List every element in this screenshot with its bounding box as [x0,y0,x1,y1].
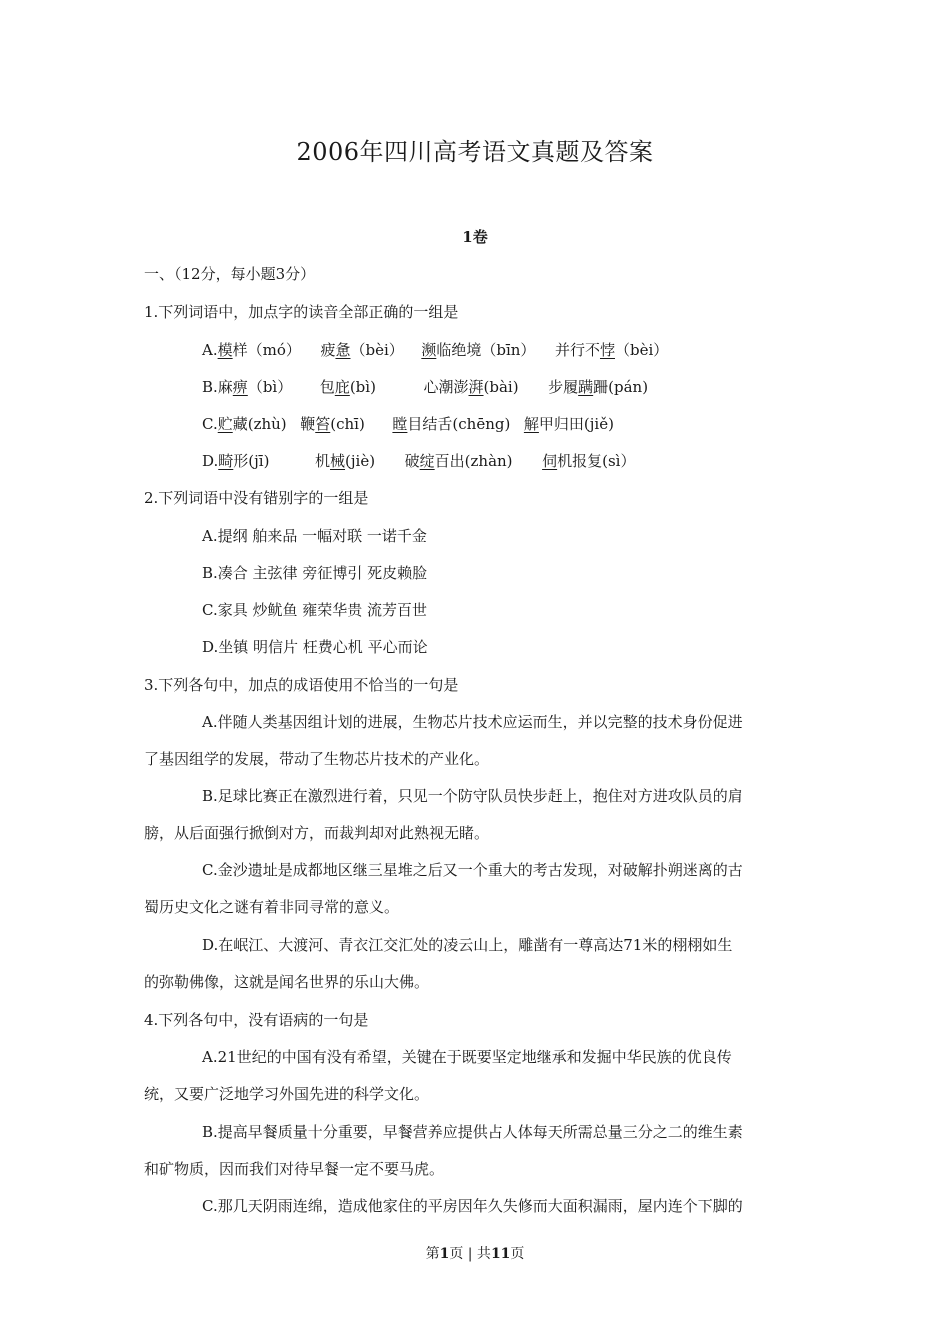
page-title: 2006年四川高考语文真题及答案 [296,138,654,166]
question-3-option-b-line1: B.足球比赛正在激烈进行着，只见一个防守队员快步赶上，抱住对方进攻队员的肩 [202,787,743,805]
question-1-option-a: A.模样（mó） 疲惫（bèi） 濒临绝境（bīn） 并行不悖（bèi） [202,341,669,359]
question-4-option-b-line2: 和矿物质，因而我们对待早餐一定不要马虎。 [144,1160,445,1178]
question-3-option-d-line2: 的弥勒佛像，这就是闻名世界的乐山大佛。 [144,973,430,991]
question-2-option-a: A.提纲 舶来品 一幅对联 一诺千金 [202,527,427,545]
question-1-option-d: D.畸形(jī) 机械(jiè) 破绽百出(zhàn) 伺机报复(sì） [202,452,636,470]
question-3-option-c-line1: C.金沙遗址是成都地区继三星堆之后又一个重大的考古发现，对破解扑朔迷离的古 [202,861,743,879]
question-3-option-a-line2: 了基因组学的发展，带动了生物芯片技术的产业化。 [144,750,490,768]
question-3-option-d-line1: D.在岷江、大渡河、青衣江交汇处的凌云山上，雕凿有一尊高达71米的栩栩如生 [202,936,733,954]
question-2-option-c: C.家具 炒鱿鱼 雍荣华贵 流芳百世 [202,601,428,619]
question-4-option-a-line1: A.21世纪的中国有没有希望，关键在于既要坚定地继承和发掘中华民族的优良传 [202,1048,732,1066]
question-3-option-b-line2: 膀，从后面强行掀倒对方，而裁判却对此熟视无睹。 [144,824,490,842]
question-3-option-c-line2: 蜀历史文化之谜有着非同寻常的意义。 [144,898,400,916]
question-4-option-c-line1: C.那几天阴雨连绵，造成他家住的平房因年久失修而大面积漏雨，屋内连个下脚的 [202,1197,743,1215]
question-2-option-b: B.凑合 主弦律 旁征博引 死皮赖脸 [202,564,428,582]
question-2-option-d: D.坐镇 明信片 枉费心机 平心而论 [202,638,428,656]
question-3-stem: 3.下列各句中，加点的成语使用不恰当的一句是 [144,676,459,694]
current-page-number: 1 [439,1246,450,1262]
question-3-option-a-line1: A.伴随人类基因组计划的进展，生物芯片技术应运而生，并以完整的技术身份促进 [202,713,743,731]
section-heading: 一、（12分，每小题3分） [144,265,316,283]
question-1-option-b: B.麻痹（bì） 包庇(bì) 心潮澎湃(bài) 步履蹒跚(pán) [202,378,649,396]
question-1-option-c: C.贮藏(zhù) 鞭笞(chī) 瞠目结舌(chēng) 解甲归田(jiě) [202,415,614,433]
question-2-stem: 2.下列词语中没有错别字的一组是 [144,489,369,507]
page-footer: 第1页 | 共11页 [425,1246,525,1262]
question-4-option-a-line2: 统，又要广泛地学习外国先进的科学文化。 [144,1085,430,1103]
question-4-option-b-line1: B.提高早餐质量十分重要，早餐营养应提供占人体每天所需总量三分之二的维生素 [202,1123,743,1141]
total-pages: 11 [490,1246,511,1262]
volume-heading: 1卷 [462,228,488,246]
question-1-stem: 1.下列词语中，加点字的读音全部正确的一组是 [144,303,459,321]
question-4-stem: 4.下列各句中，没有语病的一句是 [144,1011,369,1029]
